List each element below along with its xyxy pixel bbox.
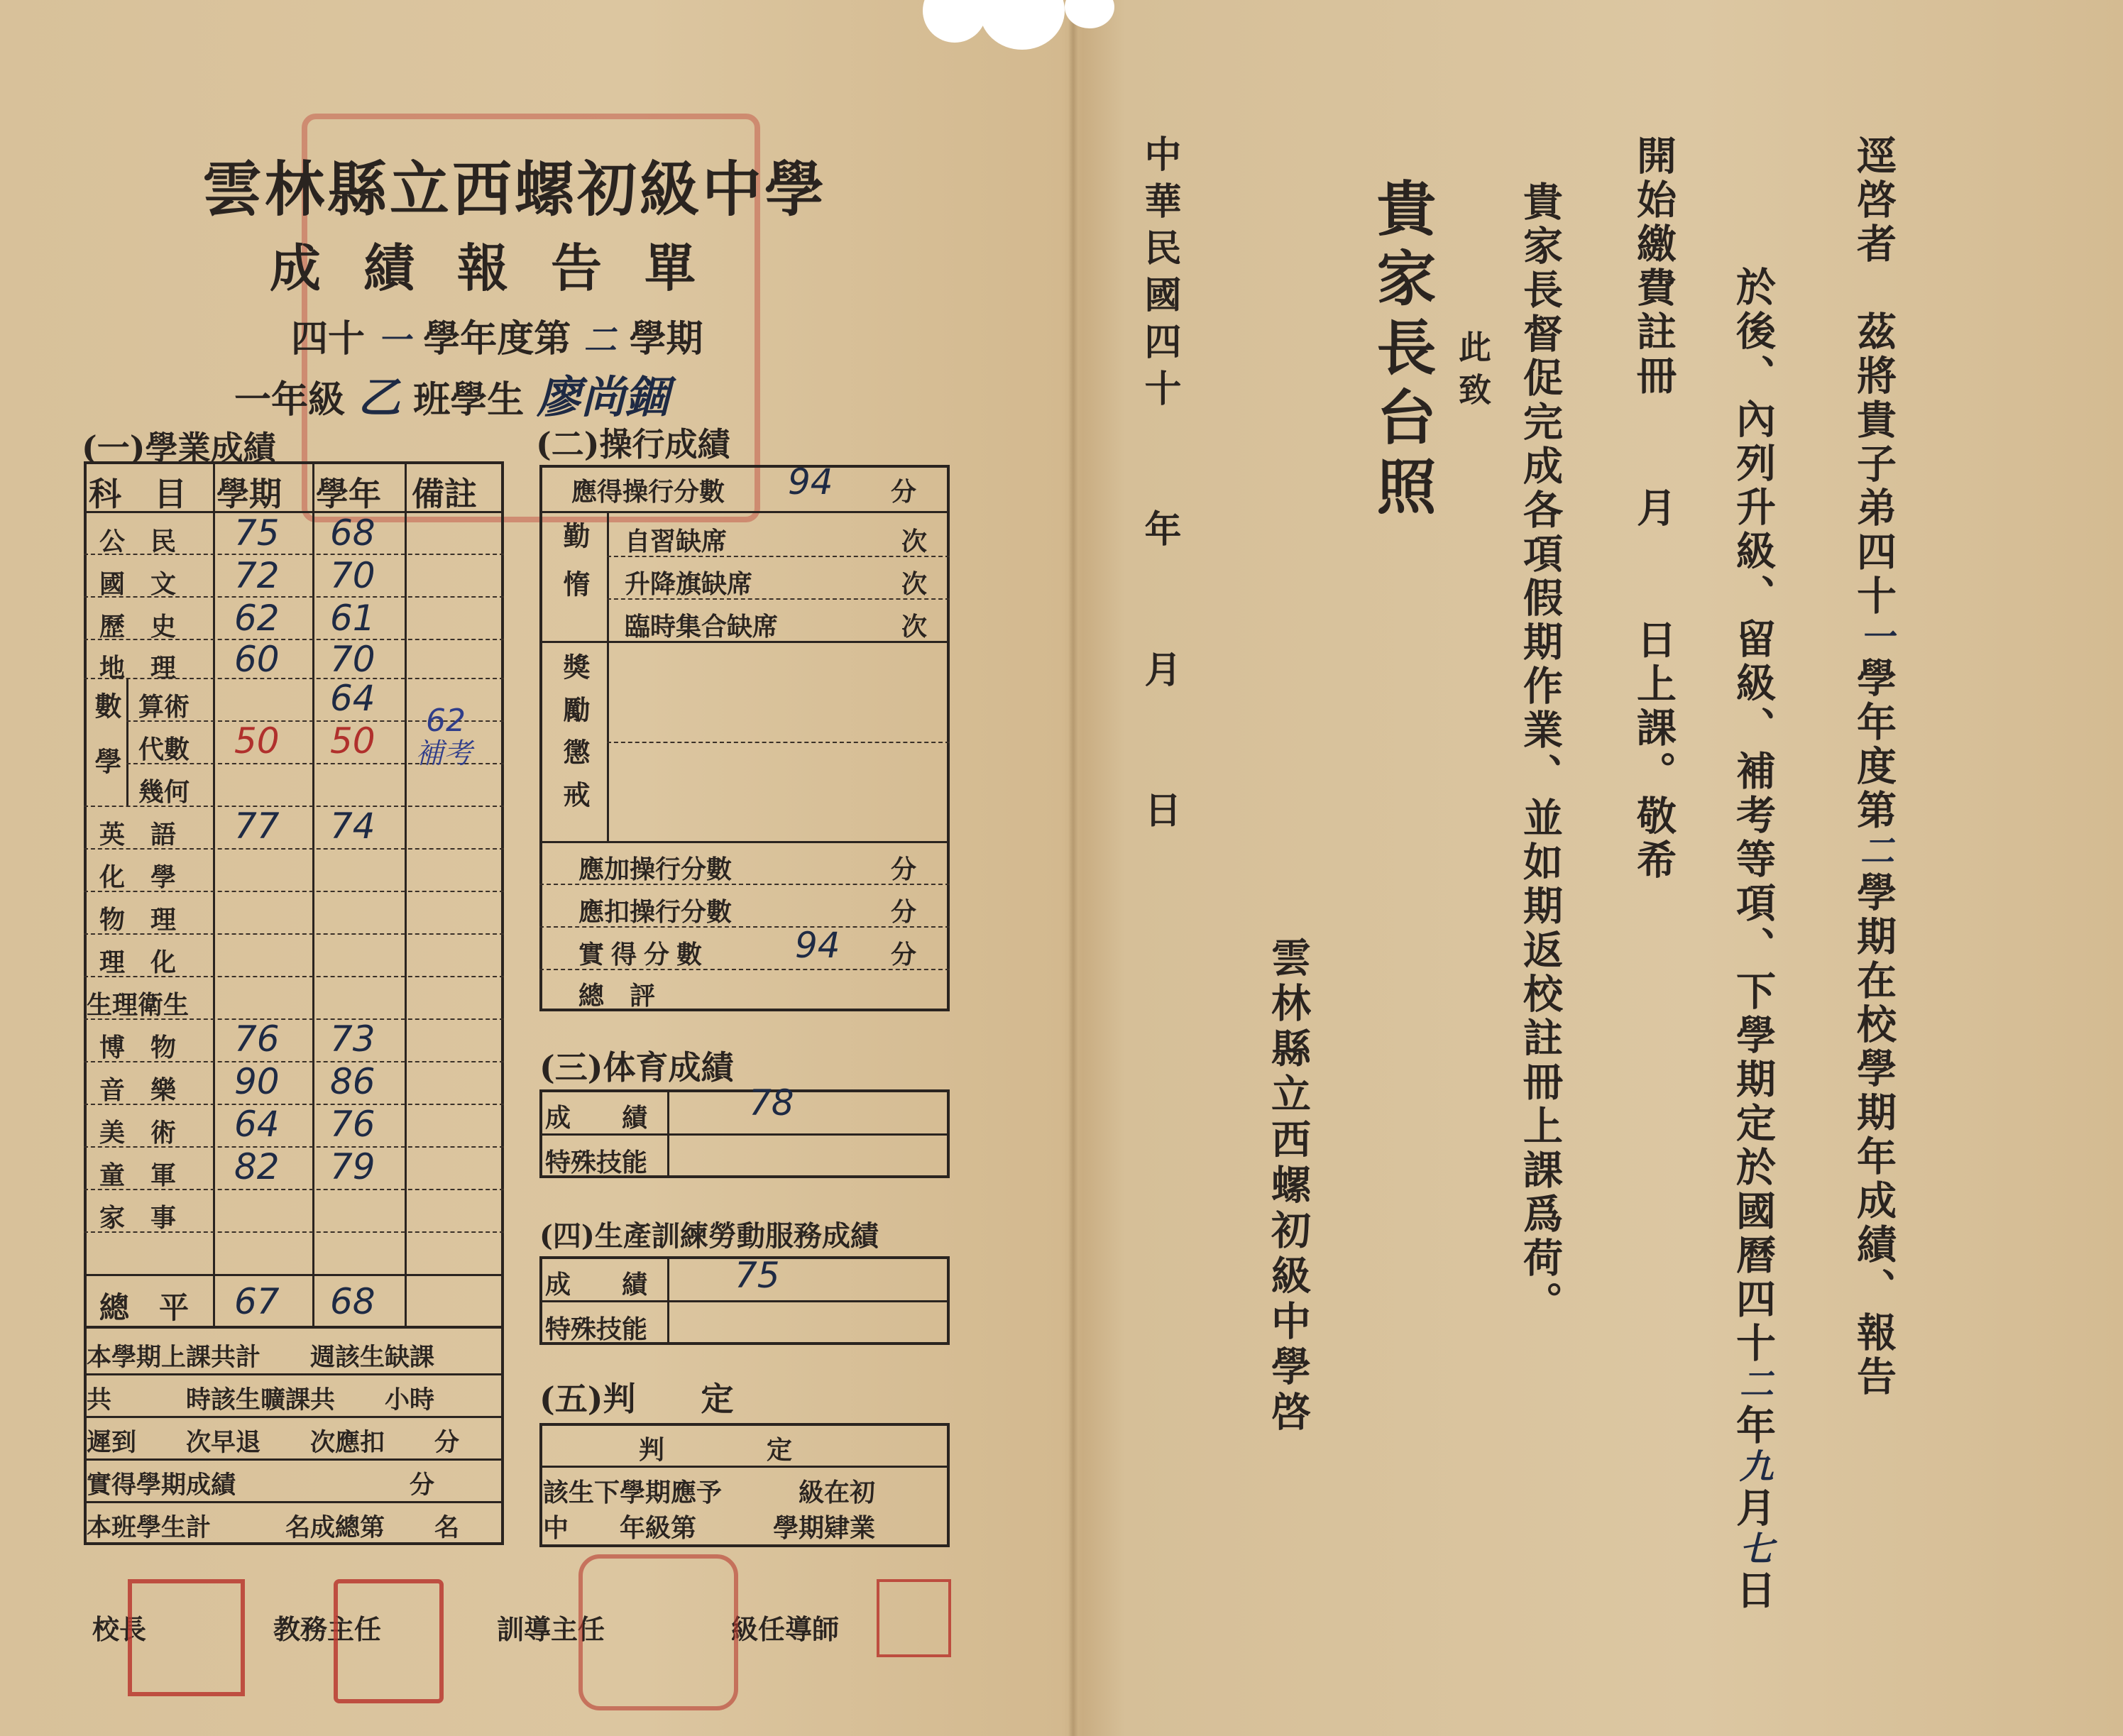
- handwritten-day: 七: [1733, 1531, 1773, 1569]
- attendance-line-4: 實得學期成績 分: [87, 1471, 435, 1500]
- academic-director-seal-stamp: [334, 1579, 444, 1703]
- center-fold: [1068, 0, 1078, 1736]
- handwritten-year: 一: [1854, 619, 1894, 657]
- letter-column-4: 貴家長督促完成各項假期作業、並如期返校註冊上課爲荷。: [1517, 181, 1564, 1325]
- subject-hygiene: 生理衛生: [87, 990, 190, 1020]
- col-header-remarks: 備註: [412, 475, 477, 513]
- subject-civics: 公 民: [99, 527, 177, 556]
- judgment-header: 判 定: [639, 1435, 793, 1465]
- subject-history: 歷 史: [99, 612, 177, 642]
- score-scouting-year: 79: [330, 1146, 375, 1187]
- letter-column-3: 開始繳費註冊 月 日上課。敬希: [1630, 135, 1677, 883]
- letter-col2-text: 年: [1730, 1405, 1777, 1449]
- subject-music: 音 樂: [99, 1075, 177, 1105]
- letter-col2-text: 月: [1730, 1487, 1777, 1531]
- times-unit: 次: [901, 612, 928, 642]
- letter-col1-text: 逕啓者 茲將貴子弟四十: [1850, 135, 1897, 619]
- conduct-overall-label: 總 評: [578, 981, 656, 1011]
- conduct-should-get-value: 94: [788, 461, 833, 502]
- conduct-deduct-label: 應扣操行分數: [578, 897, 733, 927]
- makeup-exam-note: 補考: [415, 737, 472, 770]
- subject-scouting: 童 軍: [99, 1160, 177, 1190]
- score-average-year: 68: [330, 1281, 375, 1322]
- score-scouting-term: 82: [234, 1146, 280, 1187]
- conduct-unit: 分: [891, 897, 917, 927]
- score-music-term: 90: [234, 1061, 280, 1102]
- letter-column-6: 貴家長台照: [1367, 177, 1437, 525]
- subject-algebra: 代數: [138, 735, 190, 764]
- academic-section-title: (一)學業成績: [82, 429, 276, 467]
- subject-art: 美 術: [99, 1118, 177, 1148]
- handwritten-year: 一: [378, 321, 411, 359]
- conduct-add-label: 應加操行分數: [578, 855, 733, 884]
- reward-penalty-label: 獎勵懲戒: [559, 653, 591, 823]
- score-english-year: 74: [330, 806, 375, 847]
- term-suffix: 學期: [629, 317, 703, 361]
- principal-label: 校長: [92, 1613, 147, 1645]
- attendance-line-1: 本學期上課共計 週該生缺課: [87, 1343, 435, 1372]
- score-algebra-year: 50: [330, 720, 375, 762]
- letter-col1-text: 學期在校學期年成績、報告: [1850, 872, 1897, 1400]
- subject-arithmetic: 算術: [138, 692, 190, 722]
- handwritten-month: 九: [1733, 1449, 1773, 1487]
- document-title: 成績報告單: [270, 238, 739, 298]
- labor-skill-label: 特殊技能: [545, 1314, 648, 1344]
- handwritten-term: 二: [583, 321, 617, 359]
- letter-column-8: 中華民國四十 年 月 日: [1138, 135, 1181, 837]
- subject-physical-science: 理 化: [99, 947, 177, 977]
- subject-geography: 地 理: [99, 653, 177, 683]
- score-civics-year: 68: [330, 512, 375, 554]
- score-natural-history-term: 76: [234, 1018, 280, 1060]
- letter-column-7: 雲林縣立西螺初級中學啓: [1265, 937, 1312, 1436]
- study-absence-label: 自習缺席: [625, 527, 728, 556]
- labor-section-title: (四)生產訓練勞動服務成績: [539, 1219, 879, 1253]
- subject-physics: 物 理: [99, 905, 177, 935]
- score-music-year: 86: [330, 1061, 375, 1102]
- letter-col2-text: 日: [1730, 1569, 1777, 1613]
- subject-chinese: 國 文: [99, 569, 177, 599]
- conduct-unit: 分: [891, 477, 917, 507]
- score-natural-history-year: 73: [330, 1018, 375, 1060]
- term-mid: 學年度第: [423, 317, 571, 361]
- teacher-seal-stamp: [877, 1579, 951, 1657]
- subject-group-math: 數學: [90, 692, 122, 803]
- score-art-year: 76: [330, 1104, 375, 1145]
- score-arithmetic-year: 64: [330, 678, 375, 719]
- col-header-term: 學期: [216, 475, 282, 513]
- letter-column-5: 此致: [1454, 330, 1492, 415]
- col-header-subject: 科 目: [89, 475, 187, 513]
- times-unit: 次: [901, 527, 928, 556]
- conduct-actual-value: 94: [795, 925, 840, 966]
- score-average-term: 67: [234, 1281, 280, 1322]
- labor-score-label: 成 績: [545, 1270, 648, 1300]
- conduct-should-get-label: 應得操行分數: [571, 477, 725, 507]
- homeroom-teacher-label: 級任導師: [731, 1613, 840, 1645]
- subject-average: 總 平: [99, 1290, 190, 1325]
- subject-english: 英 語: [99, 820, 177, 850]
- handwritten-class: 乙: [358, 373, 401, 423]
- grade-label: 一年級: [234, 378, 346, 422]
- makeup-exam-score: 62: [426, 703, 466, 739]
- conduct-unit: 分: [891, 855, 917, 884]
- score-english-term: 77: [234, 806, 280, 847]
- times-unit: 次: [901, 569, 928, 599]
- discipline-director-seal-stamp: [578, 1554, 738, 1710]
- handwritten-next-year: 二: [1733, 1366, 1773, 1405]
- principal-seal-stamp: [128, 1579, 245, 1696]
- conduct-actual-label: 實得分數: [578, 940, 710, 969]
- labor-score: 75: [735, 1255, 780, 1296]
- class-line: [234, 362, 669, 425]
- conduct-section-title: (二)操行成績: [536, 425, 730, 463]
- score-algebra-term: 50: [234, 720, 280, 762]
- score-geography-year: 70: [330, 639, 375, 680]
- conduct-unit: 分: [891, 940, 917, 969]
- pe-skill-label: 特殊技能: [545, 1148, 648, 1177]
- col-header-year: 學年: [316, 475, 381, 513]
- score-history-term: 62: [234, 598, 280, 639]
- subject-chemistry: 化 學: [99, 862, 177, 892]
- term-line: [291, 309, 703, 362]
- student-label: 班學生: [413, 378, 525, 422]
- subject-natural-history: 博 物: [99, 1033, 177, 1062]
- letter-column-1: [1845, 135, 1902, 1400]
- flag-absence-label: 升降旗缺席: [625, 569, 753, 599]
- assembly-absence-label: 臨時集合缺席: [625, 612, 779, 642]
- paper-tear: [980, 0, 1065, 50]
- score-civics-term: 75: [234, 512, 280, 554]
- handwritten-student-name: 廖尚錮: [537, 371, 669, 423]
- attendance-line-3: 遲到 次早退 次應扣 分: [87, 1428, 460, 1457]
- pe-score-label: 成 績: [545, 1103, 648, 1133]
- diligence-label: 勤惰: [559, 522, 591, 618]
- academic-director-label: 教務主任: [273, 1613, 382, 1645]
- score-geography-term: 60: [234, 639, 280, 680]
- score-art-term: 64: [234, 1104, 280, 1145]
- conduct-table: [539, 465, 950, 1011]
- term-prefix: 四十: [291, 317, 366, 361]
- paper-tear: [923, 0, 987, 43]
- letter-col2-text: 於後、內列升級、留級、補考等項、下學期定於國曆四十: [1730, 266, 1777, 1366]
- subject-geometry: 幾何: [138, 777, 190, 807]
- school-name: 雲林縣立西螺初級中學: [202, 154, 828, 224]
- attendance-line-5: 本班學生計 名成總第 名: [87, 1513, 460, 1542]
- subject-home-economics: 家 事: [99, 1203, 177, 1233]
- score-chinese-year: 70: [330, 555, 375, 596]
- pe-score: 78: [749, 1082, 794, 1124]
- score-chinese-term: 72: [234, 555, 280, 596]
- handwritten-term: 二: [1854, 833, 1894, 872]
- attendance-line-2: 共 時該生曠課共 小時: [87, 1385, 435, 1414]
- judgment-section-title: (五)判 定: [539, 1380, 734, 1418]
- pe-section-title: (三)体育成績: [539, 1048, 734, 1087]
- judgment-line-2: 中 年級第 學期肄業: [543, 1513, 876, 1543]
- discipline-director-label: 訓導主任: [497, 1613, 605, 1645]
- letter-col1-text: 學年度第: [1850, 657, 1897, 833]
- judgment-line-1: 該生下學期應予 級在初: [543, 1478, 876, 1507]
- score-history-year: 61: [330, 598, 375, 639]
- letter-column-2: [1725, 266, 1782, 1613]
